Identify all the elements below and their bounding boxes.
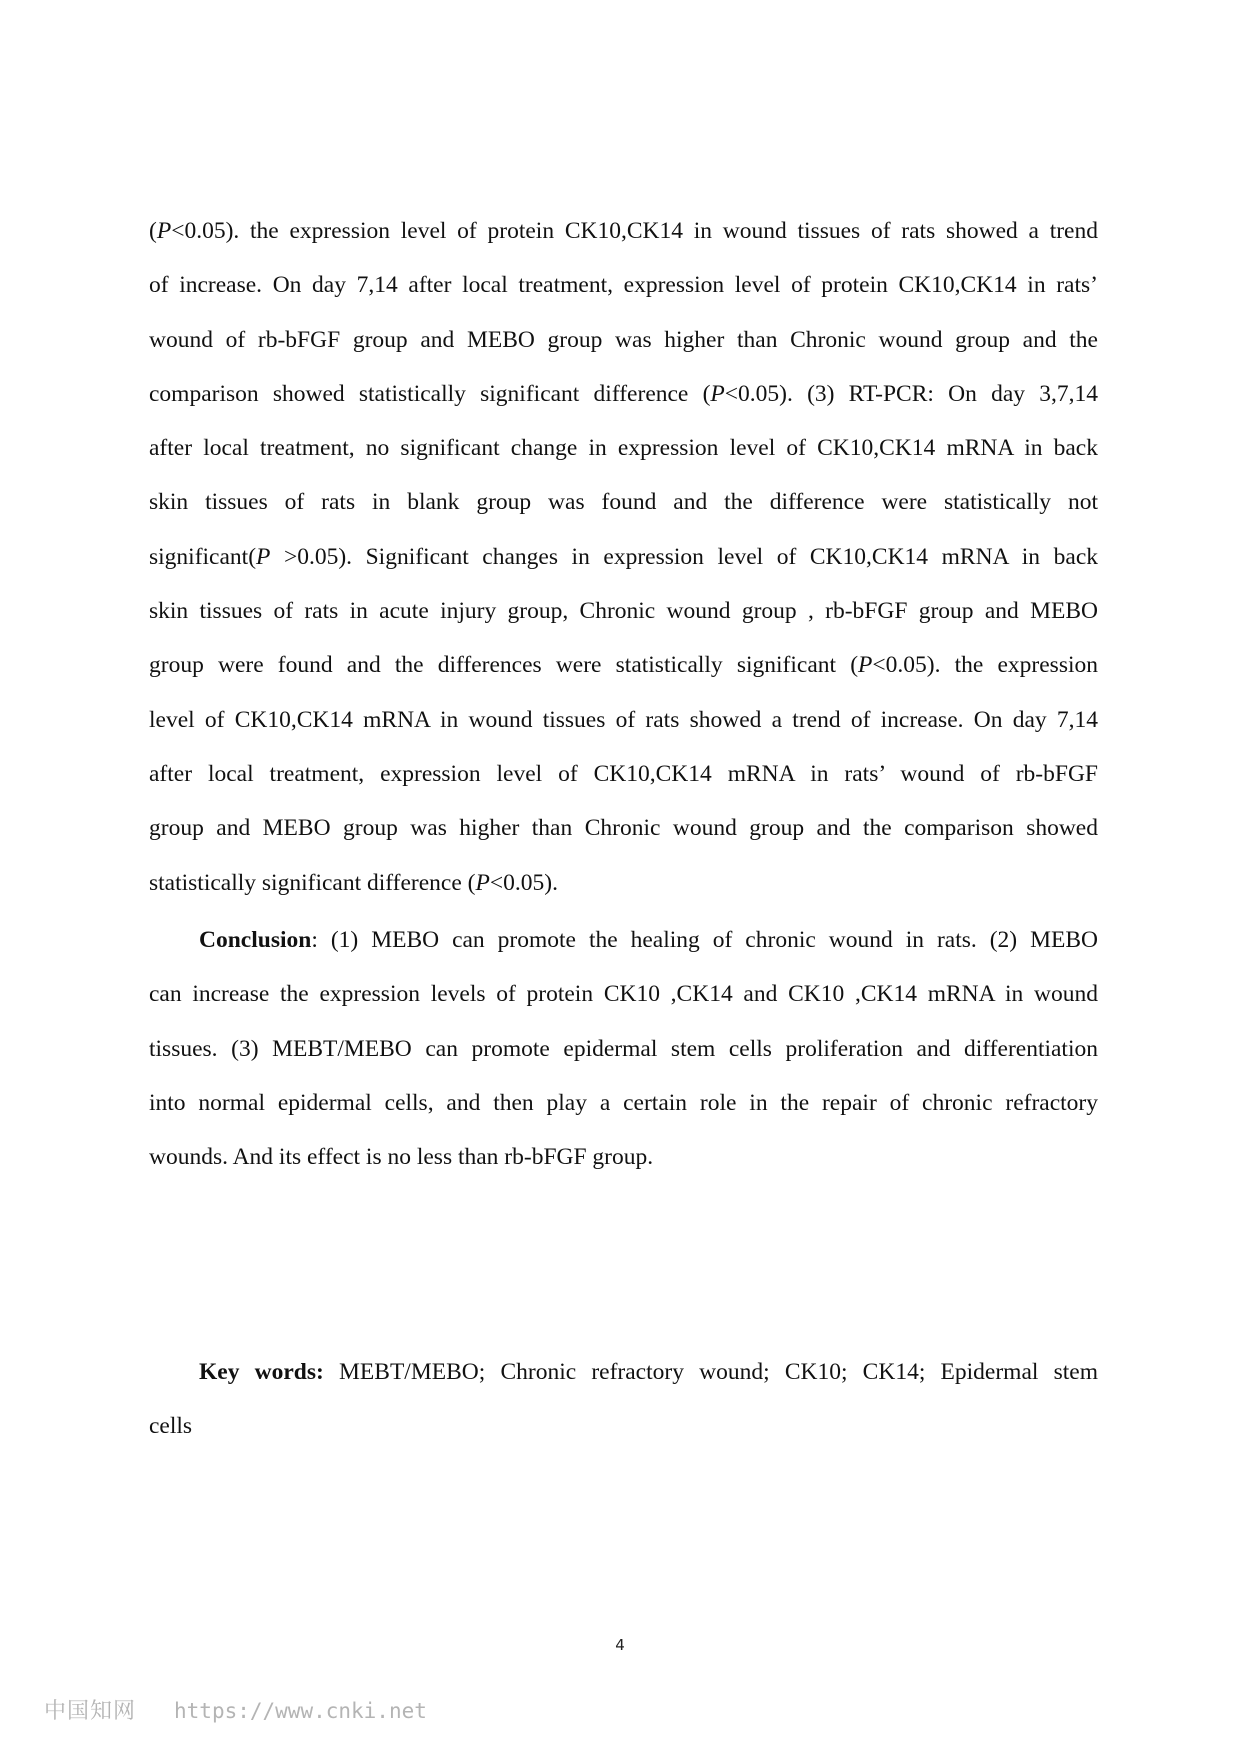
watermark-url: https://www.cnki.net bbox=[174, 1699, 427, 1723]
text-line: into normal epidermal cells, and then play a certain role in the repair of chronic refractory bbox=[149, 1089, 1098, 1116]
text-line: (P<0.05). the expression level of protein CK10,CK14 in wound tissues of rats showed a trend bbox=[149, 218, 1098, 244]
page-number: 4 bbox=[615, 1636, 625, 1654]
text-line: group were found and the differences were statistically significant (P<0.05). the expression bbox=[149, 652, 1098, 679]
watermark-brand: 中国知网 bbox=[44, 1699, 137, 1724]
text-line: comparison showed statistically significant difference (P<0.05). (3) RT-PCR: On day 3,7,14 bbox=[149, 380, 1098, 407]
results-paragraph bbox=[149, 204, 1098, 910]
text-line: can increase the expression levels of protein CK10 ,CK14 and CK10 ,CK14 mRNA in wound bbox=[149, 981, 1098, 1008]
text-line: Conclusion: (1) MEBO can promote the healing of chronic wound in rats. (2) MEBO bbox=[199, 927, 1098, 953]
text-line: of increase. On day 7,14 after local treatment, expression level of protein CK10,CK14 in rats’ bbox=[149, 272, 1098, 299]
text-line: significant(P >0.05). Significant changes in expression level of CK10,CK14 mRNA in back bbox=[149, 543, 1098, 570]
text-line: wounds. And its effect is no less than rb-bFGF group. bbox=[149, 1144, 654, 1171]
text-line: skin tissues of rats in blank group was found and the difference were statistically not bbox=[149, 489, 1098, 516]
text-line: after local treatment, no significant change in expression level of CK10,CK14 mRNA in back bbox=[149, 435, 1098, 462]
text-line: cells bbox=[149, 1413, 193, 1440]
text-line: after local treatment, expression level of CK10,CK14 mRNA in rats’ wound of rb-bFGF bbox=[149, 760, 1098, 787]
text-line: group and MEBO group was higher than Chronic wound group and the comparison showed bbox=[149, 815, 1098, 842]
text-line: skin tissues of rats in acute injury group, Chronic wound group , rb-bFGF group and MEBO bbox=[149, 598, 1098, 625]
conclusion-label: Conclusion bbox=[199, 927, 312, 953]
conclusion-paragraph bbox=[149, 913, 1098, 1184]
keywords-label: Key words: bbox=[199, 1359, 324, 1385]
cnki-watermark bbox=[44, 1694, 427, 1725]
text-line: level of CK10,CK14 mRNA in wound tissues of rats showed a trend of increase. On day 7,14 bbox=[149, 706, 1098, 733]
text-line: statistically significant difference (P<0.05). bbox=[149, 869, 558, 896]
text-line: tissues. (3) MEBT/MEBO can promote epidermal stem cells proliferation and differentiation bbox=[149, 1035, 1098, 1062]
text-line: Key words: MEBT/MEBO; Chronic refractory wound; CK10; CK14; Epidermal stem bbox=[199, 1359, 1098, 1385]
text-line: wound of rb-bFGF group and MEBO group was higher than Chronic wound group and the bbox=[149, 326, 1098, 353]
keywords-paragraph bbox=[149, 1345, 1098, 1454]
